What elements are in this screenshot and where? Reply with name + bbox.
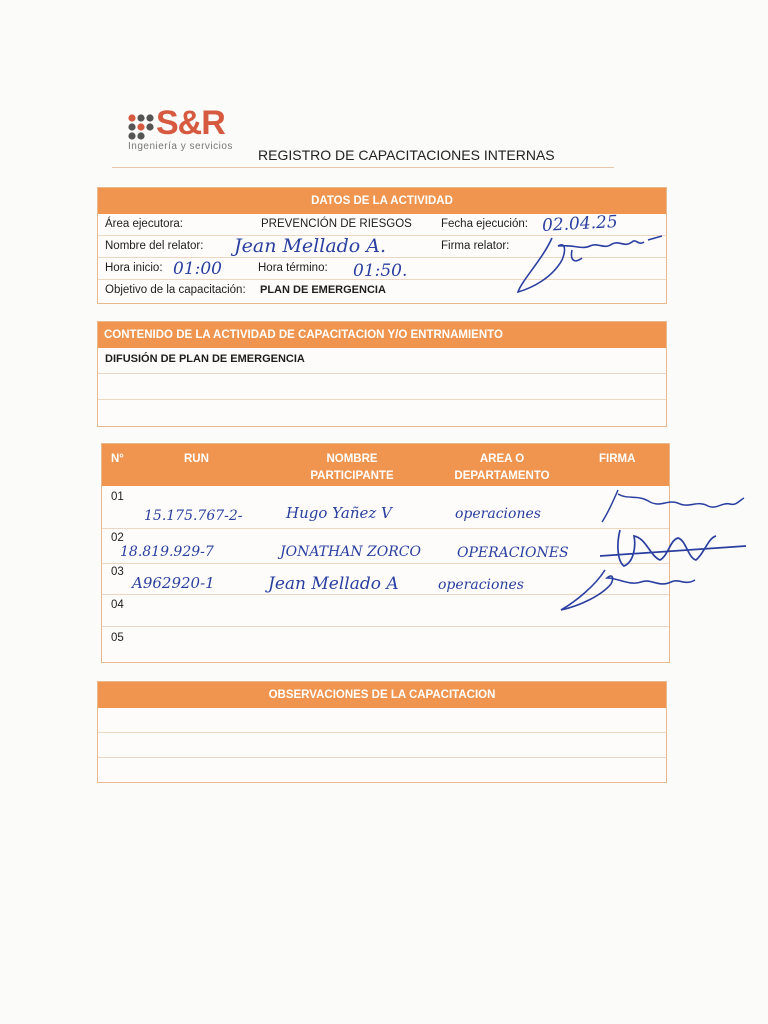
date-label: Fecha ejecución: bbox=[441, 218, 528, 230]
instructor-value: Jean Mellado A. bbox=[234, 235, 387, 257]
row-area-3: operaciones bbox=[438, 577, 524, 593]
activity-title: DATOS DE LA ACTIVIDAD bbox=[311, 195, 453, 207]
date-value: 02.04.25 bbox=[541, 212, 619, 236]
header-firma: FIRMA bbox=[599, 453, 636, 465]
signature-label: Firma relator: bbox=[441, 240, 510, 252]
observations-row-1 bbox=[98, 708, 666, 733]
row-run-1: 15.175.767-2- bbox=[144, 508, 243, 524]
header-run: RUN bbox=[184, 453, 209, 465]
activity-header bbox=[98, 188, 666, 214]
content-header bbox=[98, 322, 666, 348]
end-value: 01:50. bbox=[353, 261, 408, 281]
row-num-2: 02 bbox=[111, 532, 124, 544]
objective-value: PLAN DE EMERGENCIA bbox=[260, 284, 386, 296]
title-divider bbox=[112, 167, 614, 168]
content-row-2 bbox=[98, 374, 666, 400]
row-run-3: A962920-1 bbox=[132, 574, 215, 592]
row-run-2: 18.819.929-7 bbox=[120, 544, 214, 560]
header-num: N° bbox=[111, 453, 124, 465]
header-nombre-2: PARTICIPANTE bbox=[310, 470, 394, 482]
observations-row-2 bbox=[98, 733, 666, 758]
participant-signature-3 bbox=[555, 566, 705, 616]
header-area-2: DEPARTAMENTO bbox=[454, 470, 550, 482]
logo-dots-icon bbox=[128, 114, 154, 140]
row-name-3: Jean Mellado A bbox=[268, 574, 399, 594]
instructor-label: Nombre del relator: bbox=[105, 240, 204, 252]
row-num-3: 03 bbox=[111, 566, 124, 578]
document-title: REGISTRO DE CAPACITACIONES INTERNAS bbox=[258, 147, 555, 163]
start-label: Hora inicio: bbox=[105, 262, 163, 274]
end-label: Hora término: bbox=[258, 262, 328, 274]
logo-text: S&R bbox=[156, 104, 225, 142]
logo-subtitle: Ingeniería y servicios bbox=[128, 141, 233, 152]
area-value: PREVENCIÓN DE RIESGOS bbox=[261, 218, 412, 230]
observations-title: OBSERVACIONES DE LA CAPACITACION bbox=[268, 689, 496, 701]
row-area-2: OPERACIONES bbox=[457, 545, 569, 561]
instructor-signature bbox=[512, 230, 672, 298]
row-name-2: JONATHAN ZORCO bbox=[280, 544, 421, 560]
row-area-1: operaciones bbox=[455, 506, 541, 522]
header-area-1: AREA O bbox=[479, 453, 525, 465]
content-line-1: DIFUSIÓN DE PLAN DE EMERGENCIA bbox=[105, 353, 305, 365]
row-num-1: 01 bbox=[111, 491, 124, 503]
objective-label: Objetivo de la capacitación: bbox=[105, 284, 246, 296]
start-value: 01:00 bbox=[173, 259, 222, 279]
row-num-5: 05 bbox=[111, 632, 124, 644]
content-title: CONTENIDO DE LA ACTIVIDAD DE CAPACITACION Y/O ENTRNAMIENTO bbox=[104, 329, 503, 341]
header-nombre-1: NOMBRE bbox=[326, 453, 378, 465]
row-name-1: Hugo Yañez V bbox=[286, 504, 392, 522]
participants-header bbox=[102, 444, 669, 486]
participant-signature-1 bbox=[598, 484, 748, 528]
observations-header bbox=[98, 682, 666, 708]
area-label: Área ejecutora: bbox=[105, 218, 183, 230]
row-num-4: 04 bbox=[111, 599, 124, 611]
participants-panel bbox=[101, 443, 670, 663]
content-panel bbox=[97, 321, 667, 427]
observations-panel bbox=[97, 681, 667, 783]
